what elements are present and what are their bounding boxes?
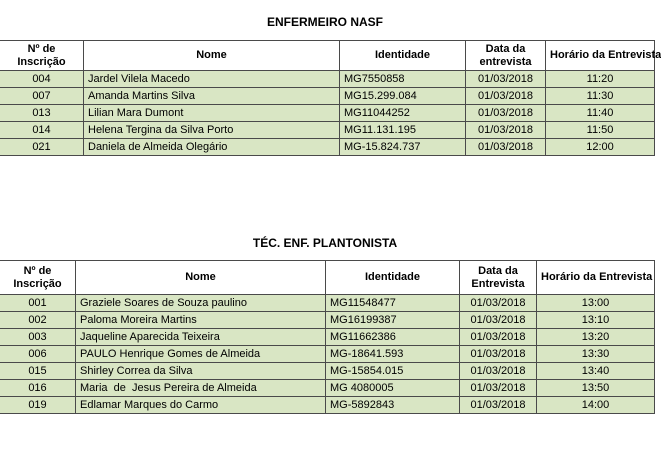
header-horario: Horário da Entrevista [537,261,655,295]
cell-identidade: MG-15854.015 [326,363,460,380]
section-title-enfermeiro-nasf: ENFERMEIRO NASF [266,15,383,29]
cell-horario: 11:20 [546,71,655,88]
cell-inscricao: 007 [0,88,84,105]
cell-inscricao: 002 [0,312,76,329]
cell-identidade: MG7550858 [340,71,466,88]
header-inscricao: Nº de Inscrição [0,261,76,295]
cell-nome: Daniela de Almeida Olegário [84,139,340,156]
cell-data: 01/03/2018 [466,122,546,139]
cell-inscricao: 019 [0,397,76,414]
table-header-row [0,261,655,295]
header-identidade: Identidade [340,41,466,71]
table-row [0,346,655,363]
cell-identidade: MG11662386 [326,329,460,346]
cell-nome: Jardel Vilela Macedo [84,71,340,88]
cell-horario: 13:50 [537,380,655,397]
table-row [0,363,655,380]
cell-identidade: MG11548477 [326,295,460,312]
cell-nome: Amanda Martins Silva [84,88,340,105]
cell-identidade: MG16199387 [326,312,460,329]
cell-horario: 13:10 [537,312,655,329]
cell-horario: 13:00 [537,295,655,312]
table-row [0,295,655,312]
cell-identidade: MG15.299.084 [340,88,466,105]
cell-inscricao: 021 [0,139,84,156]
cell-inscricao: 013 [0,105,84,122]
cell-inscricao: 006 [0,346,76,363]
cell-nome: Lilian Mara Dumont [84,105,340,122]
cell-data: 01/03/2018 [460,295,537,312]
table-row [0,122,655,139]
table-row [0,105,655,122]
cell-data: 01/03/2018 [466,139,546,156]
header-data: Data da Entrevista [460,261,537,295]
cell-identidade: MG11044252 [340,105,466,122]
cell-horario: 13:20 [537,329,655,346]
cell-inscricao: 003 [0,329,76,346]
cell-data: 01/03/2018 [460,363,537,380]
header-nome: Nome [76,261,326,295]
cell-horario: 11:30 [546,88,655,105]
cell-horario: 12:00 [546,139,655,156]
header-identidade: Identidade [326,261,460,295]
header-data: Data da entrevista [466,41,546,71]
table-tec-enf-plantonista [0,260,655,414]
cell-horario: 11:40 [546,105,655,122]
cell-data: 01/03/2018 [466,71,546,88]
cell-inscricao: 004 [0,71,84,88]
cell-horario: 13:30 [537,346,655,363]
cell-identidade: MG11.131.195 [340,122,466,139]
table-row [0,312,655,329]
header-nome: Nome [84,41,340,71]
cell-inscricao: 015 [0,363,76,380]
cell-nome: Paloma Moreira Martins [76,312,326,329]
header-horario: Horário da Entrevista [546,41,655,71]
cell-data: 01/03/2018 [460,312,537,329]
table-row [0,380,655,397]
table-header-row [0,41,655,71]
cell-data: 01/03/2018 [466,88,546,105]
cell-nome: Jaqueline Aparecida Teixeira [76,329,326,346]
cell-nome: Shirley Correa da Silva [76,363,326,380]
cell-nome: Graziele Soares de Souza paulino [76,295,326,312]
cell-nome: Maria de Jesus Pereira de Almeida [76,380,326,397]
cell-data: 01/03/2018 [460,346,537,363]
cell-identidade: MG-15.824.737 [340,139,466,156]
cell-identidade: MG-5892843 [326,397,460,414]
table-row [0,329,655,346]
cell-inscricao: 001 [0,295,76,312]
cell-inscricao: 014 [0,122,84,139]
cell-data: 01/03/2018 [466,105,546,122]
table-row [0,397,655,414]
cell-inscricao: 016 [0,380,76,397]
table-row [0,71,655,88]
cell-identidade: MG-18641.593 [326,346,460,363]
cell-nome: Helena Tergina da Silva Porto [84,122,340,139]
cell-data: 01/03/2018 [460,380,537,397]
cell-data: 01/03/2018 [460,397,537,414]
cell-nome: Edlamar Marques do Carmo [76,397,326,414]
cell-nome: PAULO Henrique Gomes de Almeida [76,346,326,363]
cell-identidade: MG 4080005 [326,380,460,397]
section-title-tec-enf-plantonista: TÉC. ENF. PLANTONISTA [252,236,398,250]
cell-data: 01/03/2018 [460,329,537,346]
table-row [0,139,655,156]
table-enfermeiro-nasf [0,40,661,156]
table-row [0,88,655,105]
header-inscricao: Nº de Inscrição [0,41,84,71]
cell-horario: 11:50 [546,122,655,139]
cell-horario: 13:40 [537,363,655,380]
cell-horario: 14:00 [537,397,655,414]
